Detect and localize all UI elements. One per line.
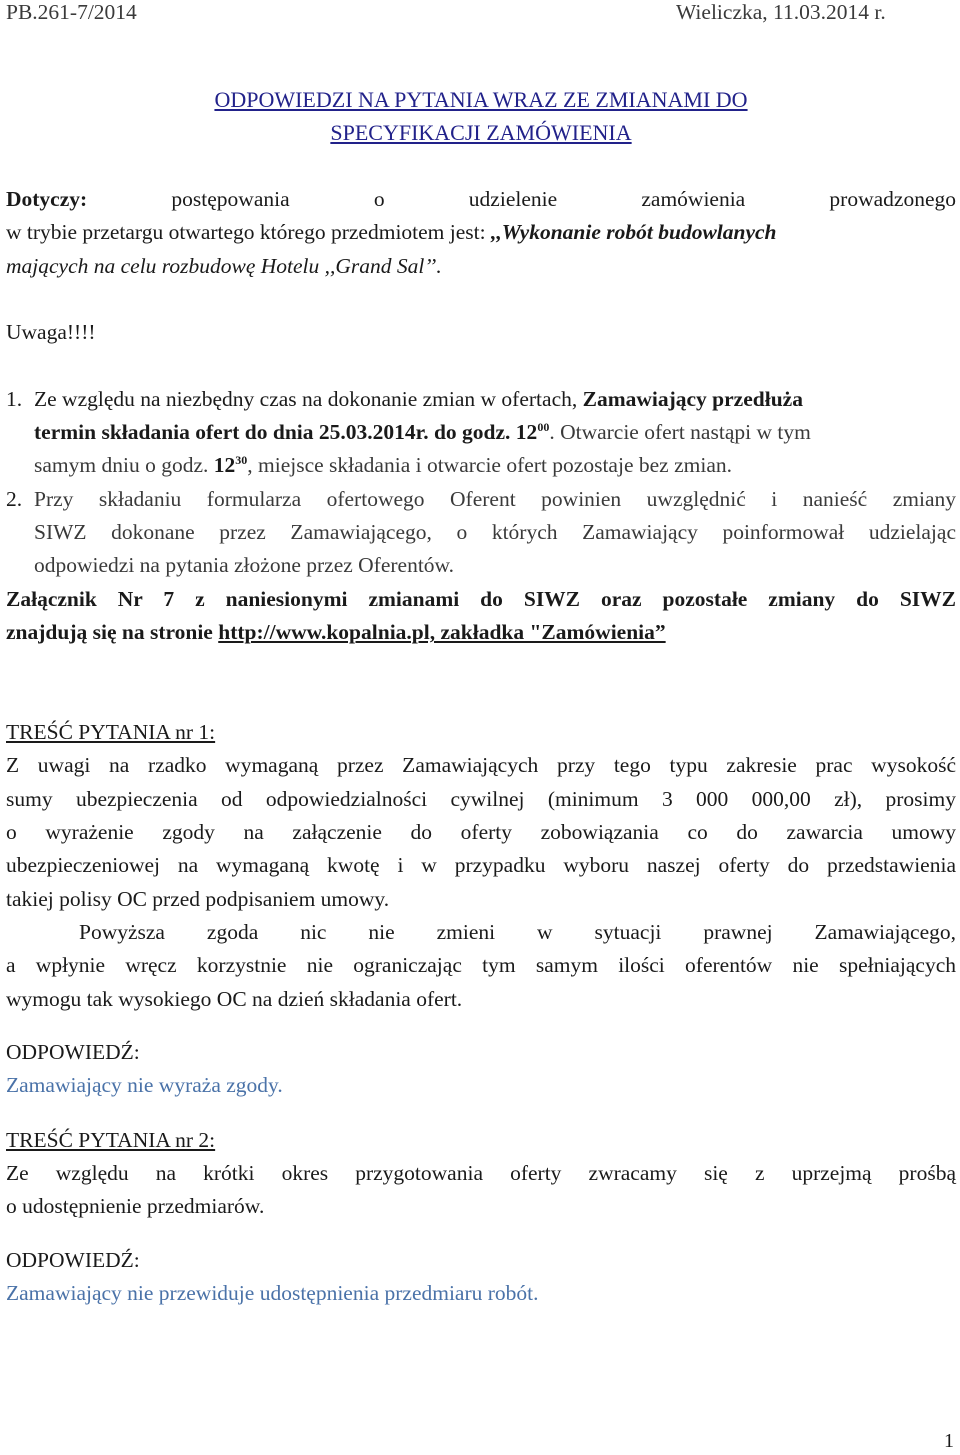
page-number: 1 [944, 1430, 954, 1452]
question1-line5: takiej polisy OC przed podpisaniem umowy. [6, 887, 390, 911]
subject-line2 [6, 222, 956, 244]
opening-minutes: 30 [235, 452, 248, 467]
notice-item2-number: 2. [6, 487, 23, 511]
answer2-text: Zamawiający nie przewiduje udostępnienia przedmiaru robót. [6, 1281, 539, 1305]
subject-line2-text: w trybie przetargu otwartego którego przedmiotem jest: [6, 220, 491, 244]
subject-line1 [6, 189, 956, 211]
deadline-minutes: 00 [537, 419, 550, 434]
notice-item1-line1 [34, 389, 956, 411]
question1-line7: a wpłynie wręcz korzystnie nie ograniczając tym samym ilości oferentów nie spełniających [6, 953, 956, 977]
question2-heading: TREŚĆ PYTANIA nr 2: [6, 1128, 216, 1152]
reference-number: PB.261-7/2014 [6, 0, 137, 24]
notice-item1-line3-text: samym dniu o godz. [34, 453, 214, 477]
question1-line2: sumy ubezpieczenia od odpowiedzialności cywilnej (minimum 3 000 000,00 zł), prosimy [6, 787, 956, 811]
notice-item1-line3 [34, 452, 956, 477]
question2-line2: o udostępnienie przedmiarów. [6, 1194, 265, 1218]
notice-label: Uwaga!!!! [6, 320, 96, 344]
notice-item2-line1: Przy składaniu formularza ofertowego Oferent powinien uwzględnić i nanieść zmiany [34, 487, 956, 511]
notice-item1-line1-text: Ze względu na niezbędny czas na dokonanie zmian w ofertach, [34, 387, 583, 411]
subject-label: Dotyczy: [6, 187, 88, 211]
document-title-line2: SPECYFIKACJI ZAMÓWIENIA [330, 120, 632, 145]
attachment-line2 [6, 622, 956, 644]
subject-line3: mających na celu rozbudowę Hotelu ,,Grand Sal’’. [6, 254, 442, 278]
attachment-line1: Załącznik Nr 7 z naniesionymi zmianami do SIWZ oraz pozostałe zmiany do SIWZ [6, 587, 956, 611]
notice-item1-number: 1. [6, 387, 23, 411]
notice-item2-line2: SIWZ dokonane przez Zamawiającego, o których Zamawiający poinformował udzielając [34, 520, 956, 544]
document-title-line1: ODPOWIEDZI NA PYTANIA WRAZ ZE ZMIANAMI DO [214, 87, 748, 112]
place-date: Wieliczka, 11.03.2014 r. [676, 0, 886, 24]
question1-heading: TREŚĆ PYTANIA nr 1: [6, 720, 216, 744]
question2-line1: Ze względu na krótki okres przygotowania oferty zwracamy się z uprzejmą prośbą [6, 1161, 956, 1185]
notice-item1-line2-rest: . Otwarcie ofert nastąpi w tym [549, 420, 811, 444]
question1-line1: Z uwagi na rzadko wymaganą przez Zamawiających przy tego typu zakresie prac wysokość [6, 753, 956, 777]
question1-line4: ubezpieczeniowej na wymaganą kwotę i w przypadku wyboru naszej oferty do przedstawienia [6, 853, 956, 877]
subject-line2-italic: ,,Wykonanie robót budowlanych [491, 220, 777, 244]
website-link[interactable]: http://www.kopalnia.pl, zakładka "Zamówienia” [218, 620, 666, 644]
subject-line1-text: postępowania o udzielenie zamówienia prowadzonego [171, 187, 956, 211]
notice-item1-line2 [34, 419, 956, 444]
deadline-text: termin składania ofert do dnia 25.03.2014r. do godz. 12 [34, 420, 538, 444]
answer2-label: ODPOWIEDŹ: [6, 1248, 140, 1272]
notice-item1-line1-bold: Zamawiający przedłuża [582, 387, 803, 411]
attachment-line2-text: znajdują się na stronie [6, 620, 219, 644]
opening-hour: 12 [213, 453, 236, 477]
answer1-text: Zamawiający nie wyraża zgody. [6, 1073, 283, 1097]
question1-line3: o wyrażenie zgody na załączenie do oferty zobowiązania co do zawarcia umowy [6, 820, 956, 844]
notice-item1-line3-rest: , miejsce składania i otwarcie ofert pozostaje bez zmian. [247, 453, 732, 477]
notice-item2-line3: odpowiedzi na pytania złożone przez Oferentów. [34, 553, 455, 577]
question1-line8: wymogu tak wysokiego OC na dzień składania ofert. [6, 987, 463, 1011]
answer1-label: ODPOWIEDŹ: [6, 1040, 140, 1064]
question1-line6: Powyższa zgoda nic nie zmieni w sytuacji prawnej Zamawiającego, [79, 920, 956, 944]
